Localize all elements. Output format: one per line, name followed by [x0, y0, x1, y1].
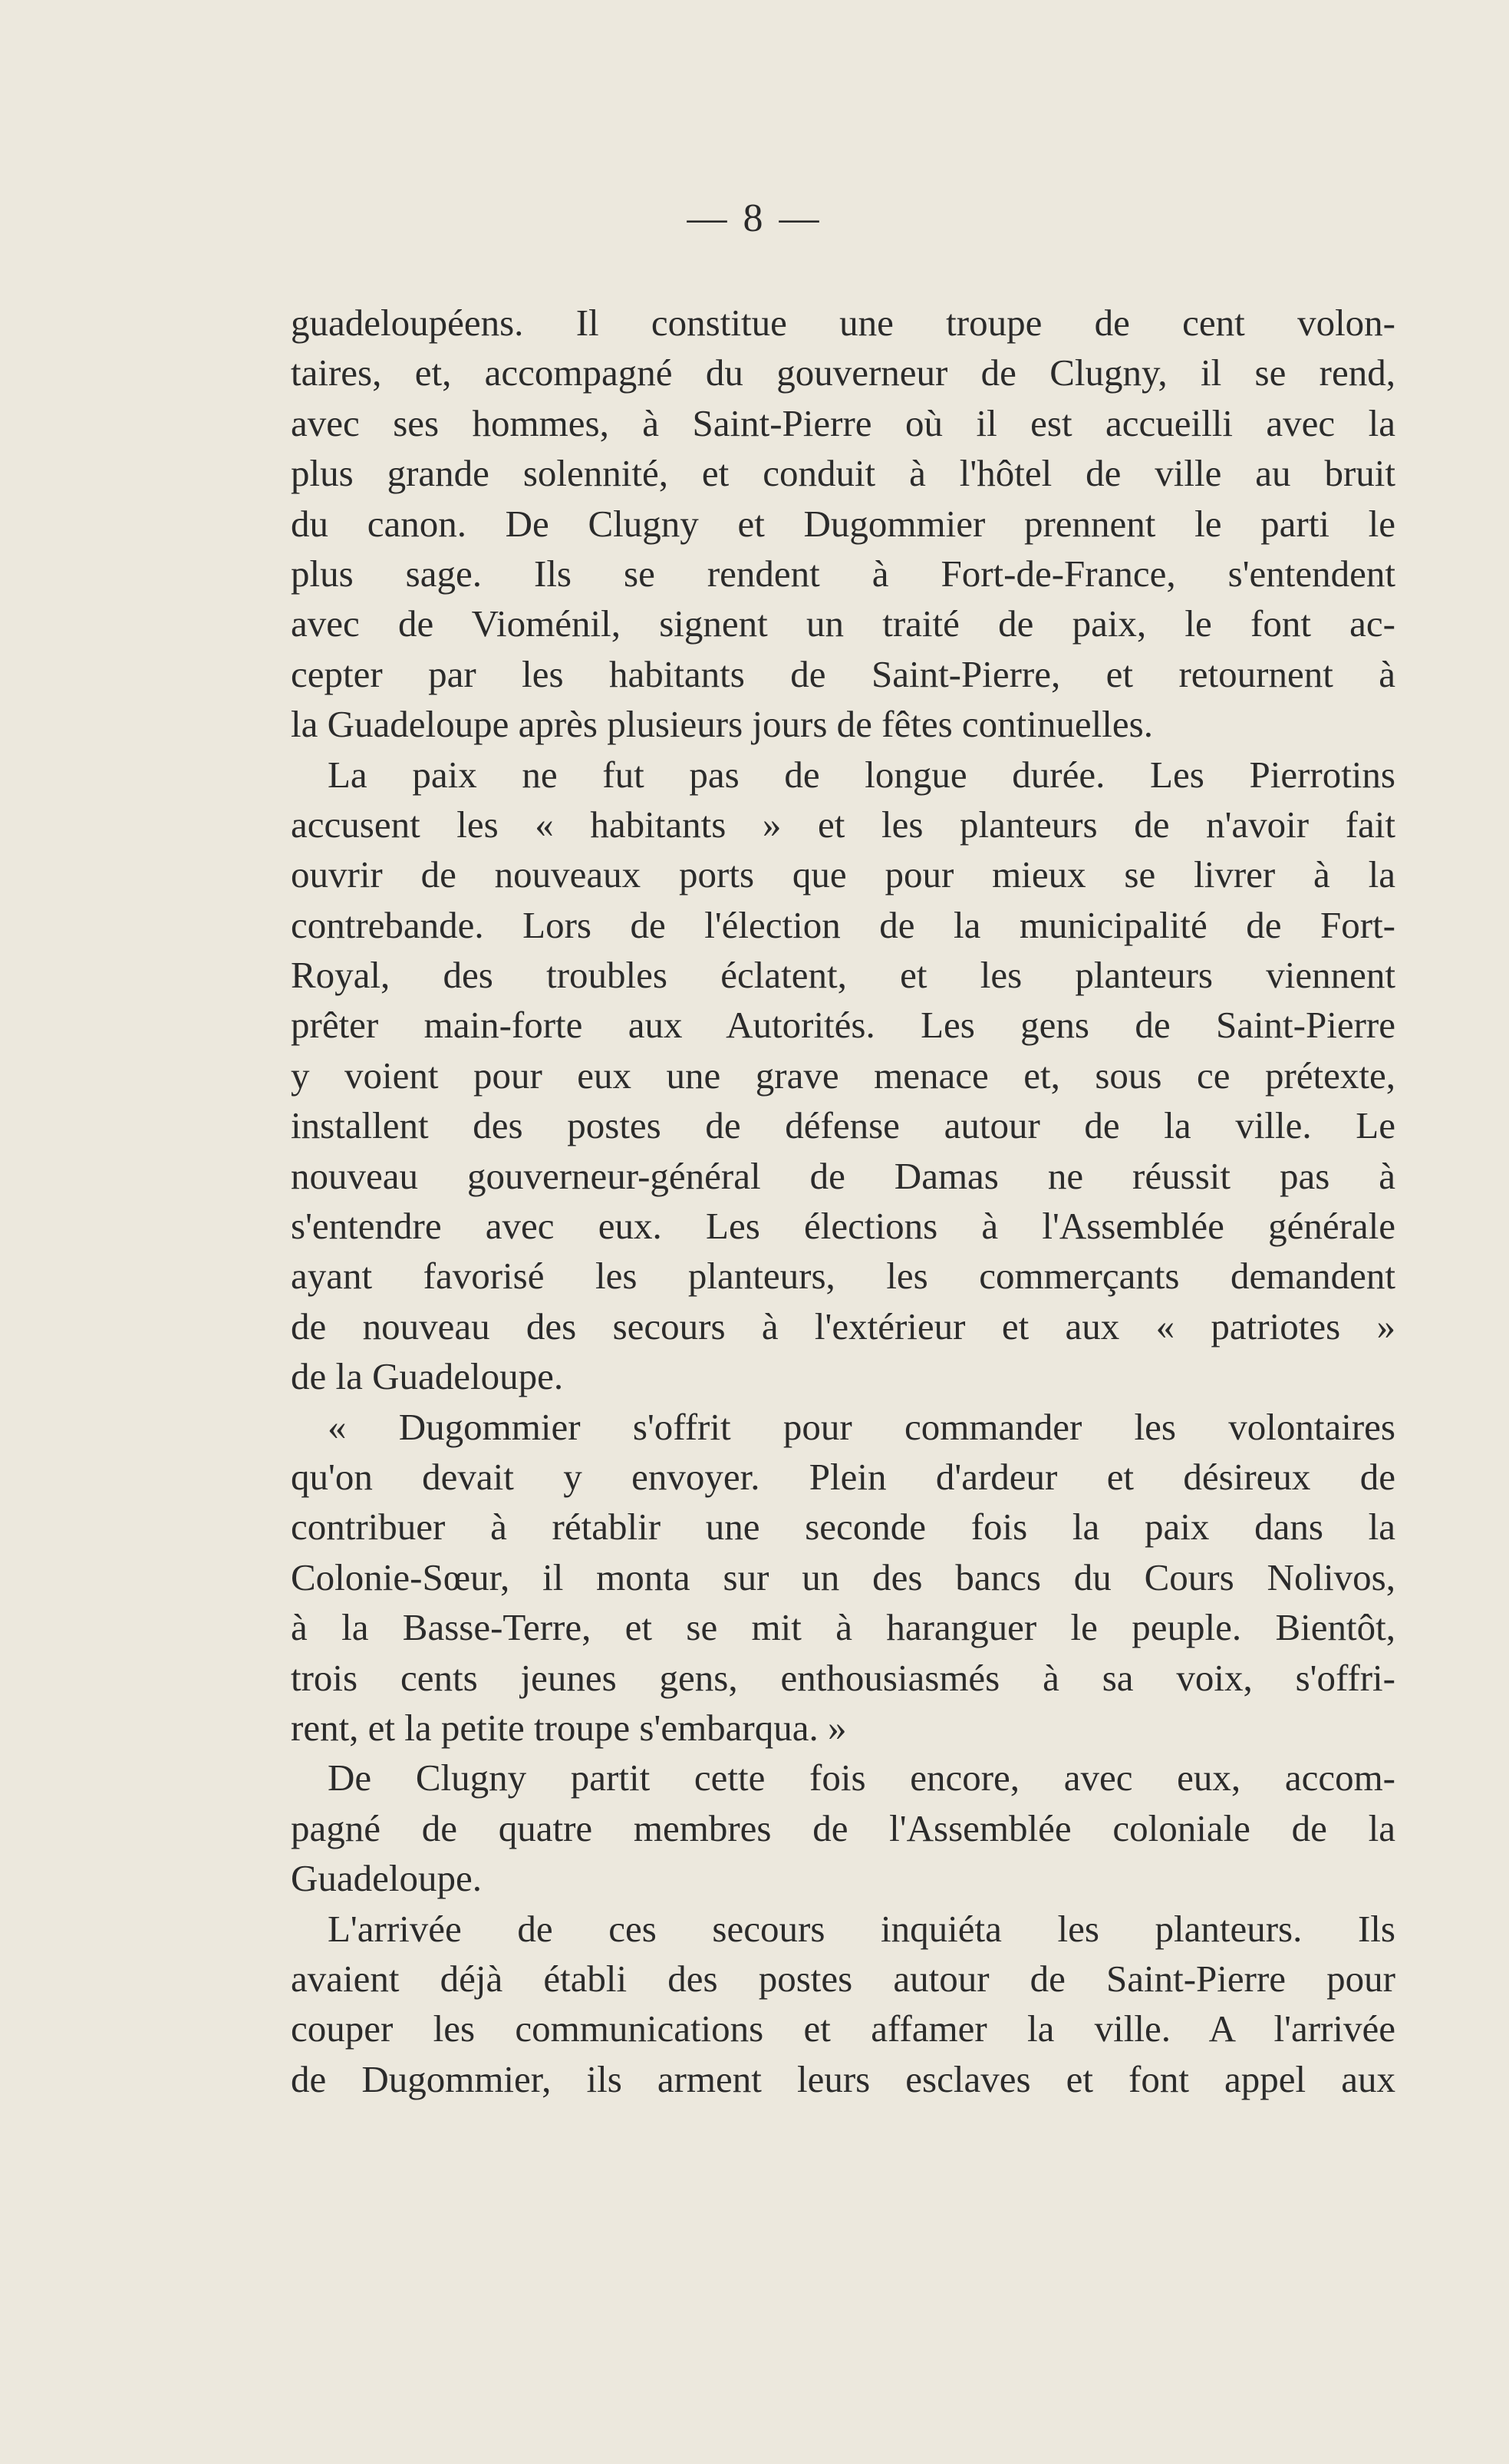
- text-line: installent des postes de défense autour de la ville. Le: [291, 1104, 1395, 1147]
- text-line: couper les communications et affamer la ville. A l'arrivée: [291, 2007, 1395, 2050]
- text-line: cepter par les habitants de Saint-Pierre, et retournent à: [291, 652, 1395, 695]
- text-line: La paix ne fut pas de longue durée. Les Pierrotins: [328, 753, 1395, 796]
- text-line: L'arrivée de ces secours inquiéta les planteurs. Ils: [328, 1907, 1395, 1950]
- text-line: Colonie-Sœur, il monta sur un des bancs du Cours Nolivos,: [291, 1555, 1395, 1598]
- text-line: de nouveau des secours à l'extérieur et aux « patriotes »: [291, 1305, 1395, 1347]
- text-line: s'entendre avec eux. Les élections à l'Assemblée générale: [291, 1205, 1395, 1248]
- text-line: qu'on devait y envoyer. Plein d'ardeur et désireux de: [291, 1455, 1395, 1498]
- text-line: nouveau gouverneur-général de Damas ne réussit pas à: [291, 1154, 1395, 1197]
- text-line: rent, et la petite troupe s'embarqua. »: [291, 1706, 847, 1749]
- text-line: de Dugommier, ils arment leurs esclaves et font appel aux: [291, 2057, 1395, 2100]
- text-line: plus grande solennité, et conduit à l'hôtel de ville au bruit: [291, 452, 1395, 495]
- body-text: [291, 298, 1395, 2104]
- page-number: — 8 —: [687, 196, 822, 240]
- text-line: avaient déjà établi des postes autour de Saint-Pierre pour: [291, 1957, 1395, 2000]
- text-line: avec ses hommes, à Saint-Pierre où il est accueilli avec la: [291, 401, 1395, 444]
- text-line: de la Guadeloupe.: [291, 1355, 564, 1398]
- text-line: « Dugommier s'offrit pour commander les volontaires: [328, 1405, 1395, 1448]
- text-line: Royal, des troubles éclatent, et les planteurs viennent: [291, 954, 1395, 997]
- text-line: Guadeloupe.: [291, 1857, 482, 1900]
- text-line: taires, et, accompagné du gouverneur de Clugny, il se rend,: [291, 351, 1395, 394]
- text-line: De Clugny partit cette fois encore, avec eux, accom-: [328, 1756, 1395, 1799]
- text-line: contrebande. Lors de l'élection de la municipalité de Fort-: [291, 903, 1395, 946]
- text-line: prêter main-forte aux Autorités. Les gens de Saint-Pierre: [291, 1004, 1395, 1047]
- text-line: guadeloupéens. Il constitue une troupe de cent volon-: [291, 302, 1395, 344]
- text-line: du canon. De Clugny et Dugommier prennent le parti le: [291, 502, 1395, 545]
- text-line: plus sage. Ils se rendent à Fort-de-France, s'entendent: [291, 552, 1395, 595]
- text-line: pagné de quatre membres de l'Assemblée coloniale de la: [291, 1806, 1395, 1849]
- text-line: y voient pour eux une grave menace et, sous ce prétexte,: [291, 1054, 1395, 1097]
- text-line: ouvrir de nouveaux ports que pour mieux se livrer à la: [291, 853, 1395, 896]
- text-line: la Guadeloupe après plusieurs jours de fêtes continuelles.: [291, 703, 1153, 746]
- text-line: trois cents jeunes gens, enthousiasmés à sa voix, s'offri-: [291, 1656, 1395, 1699]
- text-line: à la Basse-Terre, et se mit à haranguer le peuple. Bientôt,: [291, 1606, 1395, 1649]
- text-line: contribuer à rétablir une seconde fois la paix dans la: [291, 1506, 1395, 1549]
- text-line: avec de Vioménil, signent un traité de paix, le font ac-: [291, 602, 1395, 645]
- text-line: ayant favorisé les planteurs, les commerçants demandent: [291, 1255, 1395, 1298]
- text-line: accusent les « habitants » et les planteurs de n'avoir fait: [291, 803, 1395, 846]
